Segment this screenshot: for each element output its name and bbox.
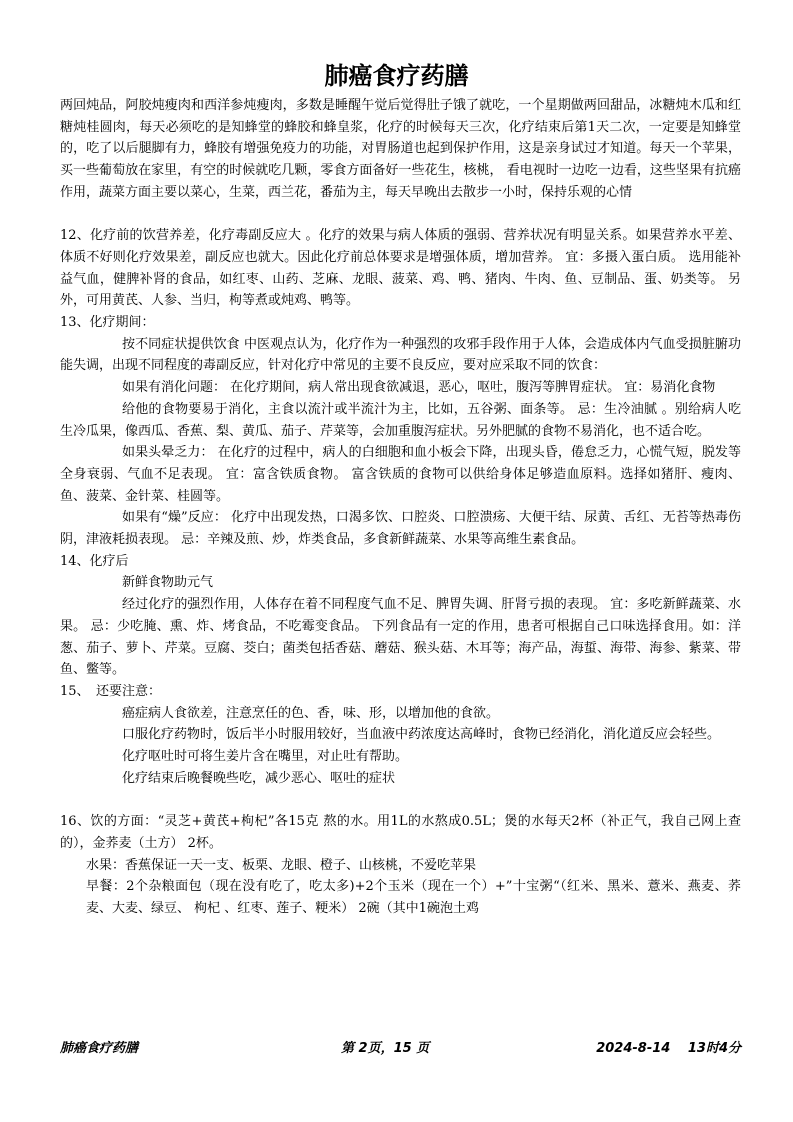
paragraph: 如果有“燥”反应： 化疗中出现发热，口渴多饮、口腔炎、口腔溃疡、大便干结、尿黄、舌红、无苔等热毒伤阴，津液耗损表现。 忌：辛辣及煎、炒，炸类食品，多食新鲜蔬菜、水果等高维生素食品。 <box>60 510 741 548</box>
footer-page-number: 第 2页，15 页 <box>341 1041 430 1056</box>
paragraph: 化疗呕吐时可将生姜片含在嘴里，对止吐有帮助。 <box>122 749 409 765</box>
paragraph: 化疗结束后晚餐晚些吃，减少恶心、呕吐的症状 <box>122 770 396 786</box>
paragraph: 按不同症状提供饮食 中医观点认为，化疗作为一种强烈的攻邪手段作用于人体，会造成体内气血受损脏腑功能失调，出现不同程度的毒副反应，针对化疗中常见的主要不良反应，要对应采取不同的饮食： <box>60 336 741 374</box>
paragraph: 如果有消化问题： 在化疗期间，病人常出现食欲减退，恶心，呕吐，腹泻等脾胃症状。 宜：易消化食物 <box>122 380 716 396</box>
paragraph: 经过化疗的强烈作用，人体存在着不同程度气血不足、脾胃失调、肝肾亏损的表现。 宜：多吃新鲜蔬菜、水果。 忌：少吃腌、熏、炸、烤食品，不吃霉变食品。 下列食品有一定的作用，患者可根据自己口味选择食用。如：洋葱、茄子、萝卜、芹菜。豆腐、茭白；菌类包括香菇、蘑菇、猴头菇、木耳等；海产品，海蜇、海带、海参、紫菜、带鱼、鳖等。 <box>60 597 741 678</box>
paragraph: 水果：香蕉保证一天一支、板栗、龙眼、橙子、山核桃，不爱吃苹果 <box>86 857 477 873</box>
paragraph: 两回炖品，阿胶炖瘦肉和西洋参炖瘦肉，多数是睡醒午觉后觉得肚子饿了就吃，一个星期做两回甜品，冰糖炖木瓜和红糖炖桂圆肉，每天必须吃的是知蜂堂的蜂胶和蜂皇浆，化疗的时候每天三次，化疗结束后第1天二次，一定要是知蜂堂的，吃了以后腿脚有力，蜂胶有增强免疫力的功能，对胃肠道也起到保护作用，这是亲身试过才知道。每天一个苹果，买一些葡萄放在家里，有空的时候就吃几颗，零食方面备好一些花生，核桃， 看电视时一边吃一边看，这些坚果有抗癌作用，蔬菜方面主要以菜心，生菜，西兰花，番茄为主，每天早晚出去散步一小时，保持乐观的心情 <box>60 98 741 200</box>
paragraph-gap <box>60 789 741 811</box>
paragraph-gap <box>60 204 741 226</box>
paragraph: 早餐：2个杂粮面包（现在没有吃了，吃太多)+2个玉米（现在一个）+”十宝粥“（红米、黑米、薏米、燕麦、荞麦、大麦、绿豆、 枸杞 、红枣、莲子、粳米） 2碗（其中1碗泡土鸡 <box>86 879 741 916</box>
document-body <box>60 95 741 920</box>
paragraph: 口服化疗药物时，饭后半小时服用较好，当血液中药浓度达高峰时，食物已经消化，消化道反应会轻些。 <box>122 727 721 743</box>
section-14-heading: 14、化疗后 <box>60 553 129 569</box>
footer-datetime: 2024-8-14 13时4分 <box>596 1041 741 1056</box>
section-15-heading: 15、 还要注意： <box>60 683 162 699</box>
paragraph: 如果头晕乏力： 在化疗的过程中，病人的白细胞和血小板会下降，出现头昏，倦怠乏力，心慌气短，脱发等全身衰弱、气血不足表现。 宜：富含铁质食物。 富含铁质的食物可以供给身体足够造血原料。选择如猪肝、瘦肉、鱼、菠菜、金针菜、桂圆等。 <box>60 445 741 504</box>
section-12-paragraph: 12、化疗前的饮营养差，化疗毒副反应大 。化疗的效果与病人体质的强弱、营养状况有明显关系。如果营养水平差、体质不好则化疗效果差，副反应也就大。因此化疗前总体要求是增强体质，增加营养。 宜：多摄入蛋白质。 选用能补益气血，健脾补肾的食品，如红枣、山药、芝麻、龙眼、菠菜、鸡、鸭、猪肉、牛肉、鱼、豆制品、蛋、奶类等。 另外，可用黄芪、人参、当归，枸等煮或炖鸡、鸭等。 <box>60 228 741 309</box>
page-footer <box>60 1037 741 1057</box>
page-title: 肺癌食疗药膳 <box>324 62 469 90</box>
paragraph: 癌症病人食欲差，注意烹任的色、香，味、形，以增加他的食欲。 <box>122 705 500 721</box>
paragraph: 给他的食物要易于消化，主食以流汁或半流汁为主，比如，五谷粥、面条等。 忌：生冷油腻 。别给病人吃生冷瓜果，像西瓜、香蕉、梨、黄瓜、茄子、芹菜等，会加重腹泻症状。另外肥腻的食物不易消化，也不适合吃。 <box>60 401 741 439</box>
section-13-heading: 13、化疗期间： <box>60 315 155 331</box>
paragraph: 新鲜食物助元气 <box>122 575 214 591</box>
section-16-paragraph: 16、饮的方面：“灵芝+黄芪+枸杞”各15克 熬的水。用1L的水熬成0.5L；煲的水每天2杯（补正气，我自己网上查的），金荞麦（土方） 2杯。 <box>60 814 741 851</box>
footer-title: 肺癌食疗药膳 <box>60 1041 139 1056</box>
